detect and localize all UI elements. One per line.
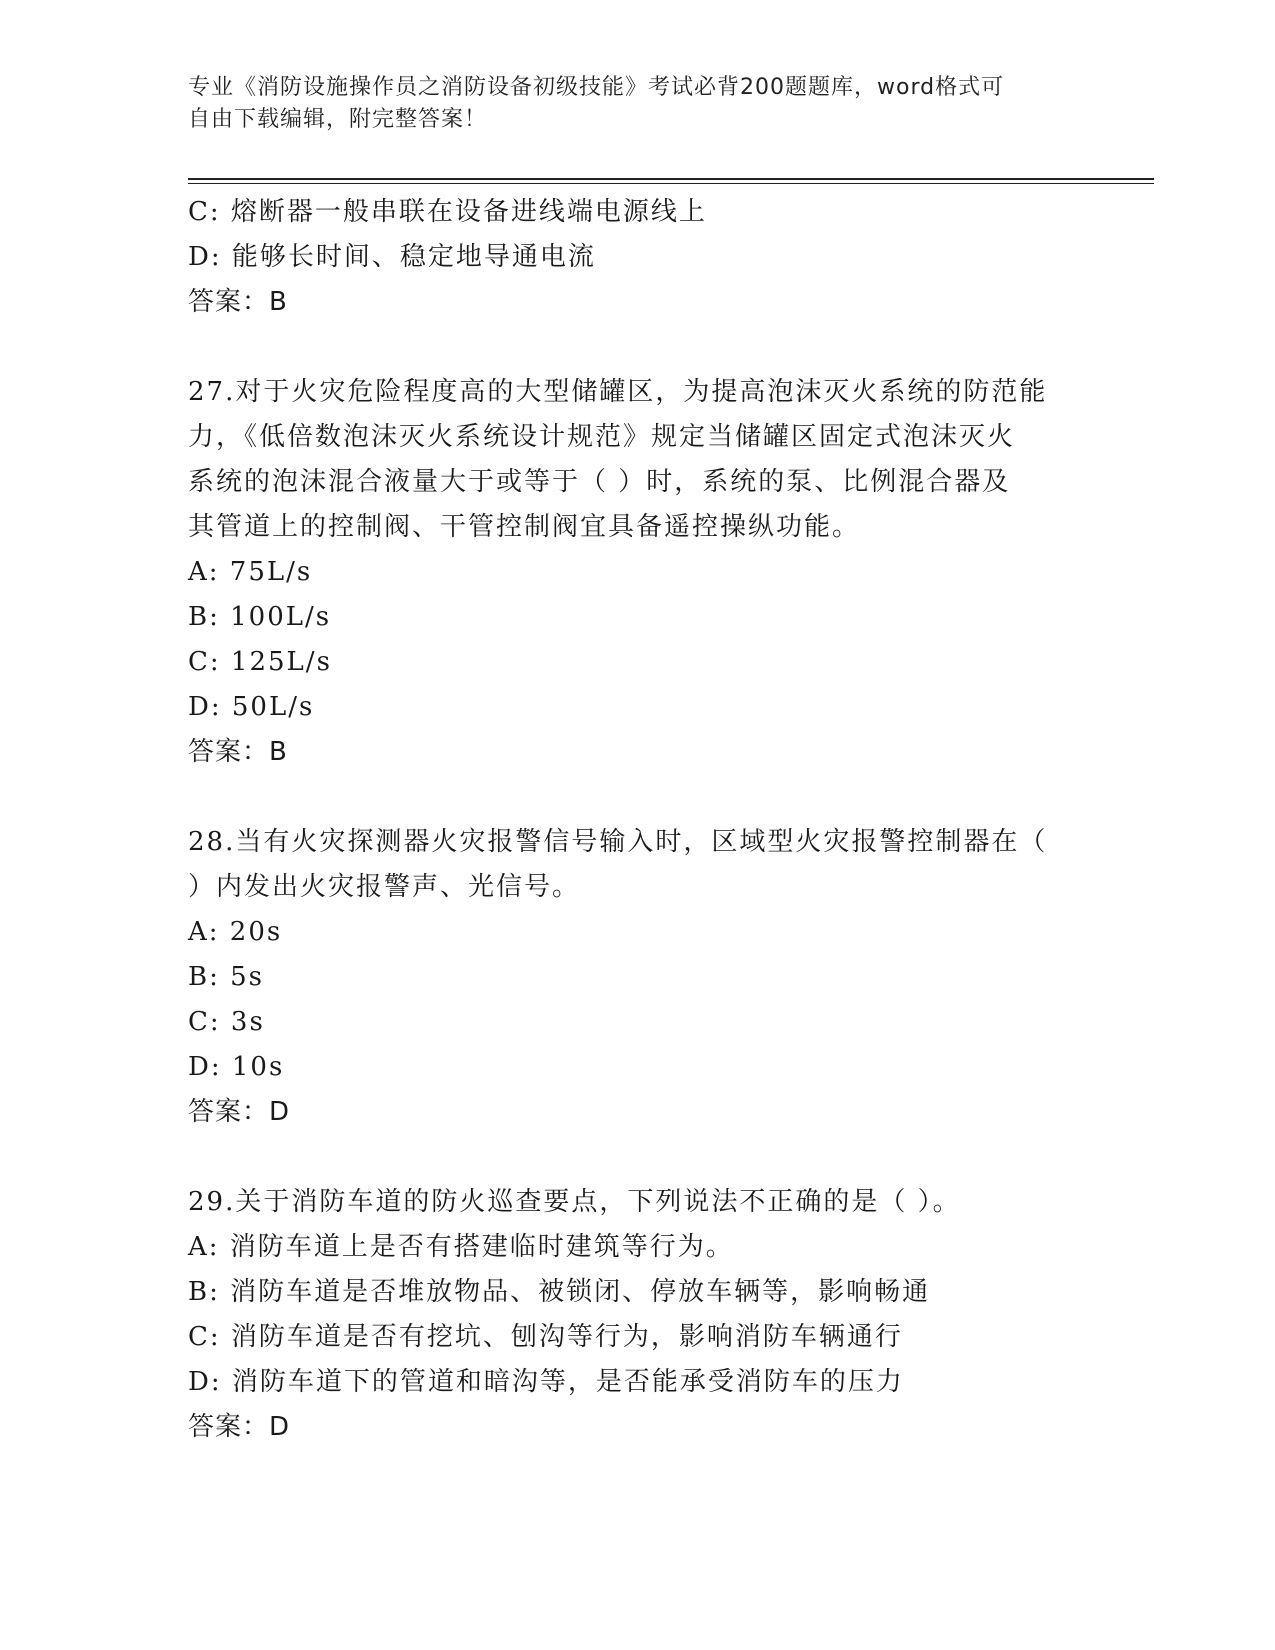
header-rule-thick [188,178,1154,180]
question-stem-line: 系统的泡沫混合液量大于或等于（ ）时，系统的泵、比例混合器及 [188,467,1011,497]
option-b: B: 100L/s [188,602,332,632]
question-stem-line: ）内发出火灾报警声、光信号。 [188,872,581,902]
carryover-block [188,190,1088,325]
option-a: A: 75L/s [188,557,313,587]
question-stem-line: 27.对于火灾危险程度高的大型储罐区，为提高泡沫灭火系统的防范能 [188,377,1048,407]
question-stem-line: 力，《低倍数泡沫灭火系统设计规范》规定当储罐区固定式泡沫灭火 [188,422,1016,452]
answer-line: 答案：D [188,1097,291,1127]
spacer [188,775,1088,820]
option-c: C: 125L/s [188,647,332,677]
option-a: A: 20s [188,917,283,947]
question-29 [188,1180,1088,1450]
header-line-2: 自由下载编辑，附完整答案！ [188,107,488,132]
document-body [188,190,1088,1450]
question-27 [188,370,1088,775]
option-c: C: 熔断器一般串联在设备进线端电源线上 [188,197,707,227]
header-rule-thin [188,183,1154,184]
question-28 [188,820,1088,1135]
option-c: C: 消防车道是否有挖坑、刨沟等行为，影响消防车辆通行 [188,1322,903,1352]
question-stem-line: 其管道上的控制阀、干管控制阀宜具备遥控操纵功能。 [188,512,861,542]
option-d: D: 10s [188,1052,285,1082]
option-d: D: 消防车道下的管道和暗沟等，是否能承受消防车的压力 [188,1367,904,1397]
option-a: A: 消防车道上是否有搭建临时建筑等行为。 [188,1232,734,1262]
spacer [188,1135,1088,1180]
option-d: D: 50L/s [188,692,315,722]
option-c: C: 3s [188,1007,265,1037]
answer-line: 答案：B [188,737,288,767]
option-b: B: 消防车道是否堆放物品、被锁闭、停放车辆等，影响畅通 [188,1277,931,1307]
header-line-1: 专业《消防设施操作员之消防设备初级技能》考试必背200题题库，word格式可 [188,75,1005,100]
document-header [188,72,1068,136]
question-stem-line: 28.当有火灾探测器火灾报警信号输入时，区域型火灾报警控制器在（ [188,827,1048,857]
spacer [188,325,1088,370]
option-b: B: 5s [188,962,265,992]
option-d: D: 能够长时间、稳定地导通电流 [188,242,596,272]
question-stem-line: 29.关于消防车道的防火巡查要点，下列说法不正确的是（ ）。 [188,1187,961,1217]
answer-line: 答案：D [188,1412,291,1442]
answer-line: 答案：B [188,287,288,317]
